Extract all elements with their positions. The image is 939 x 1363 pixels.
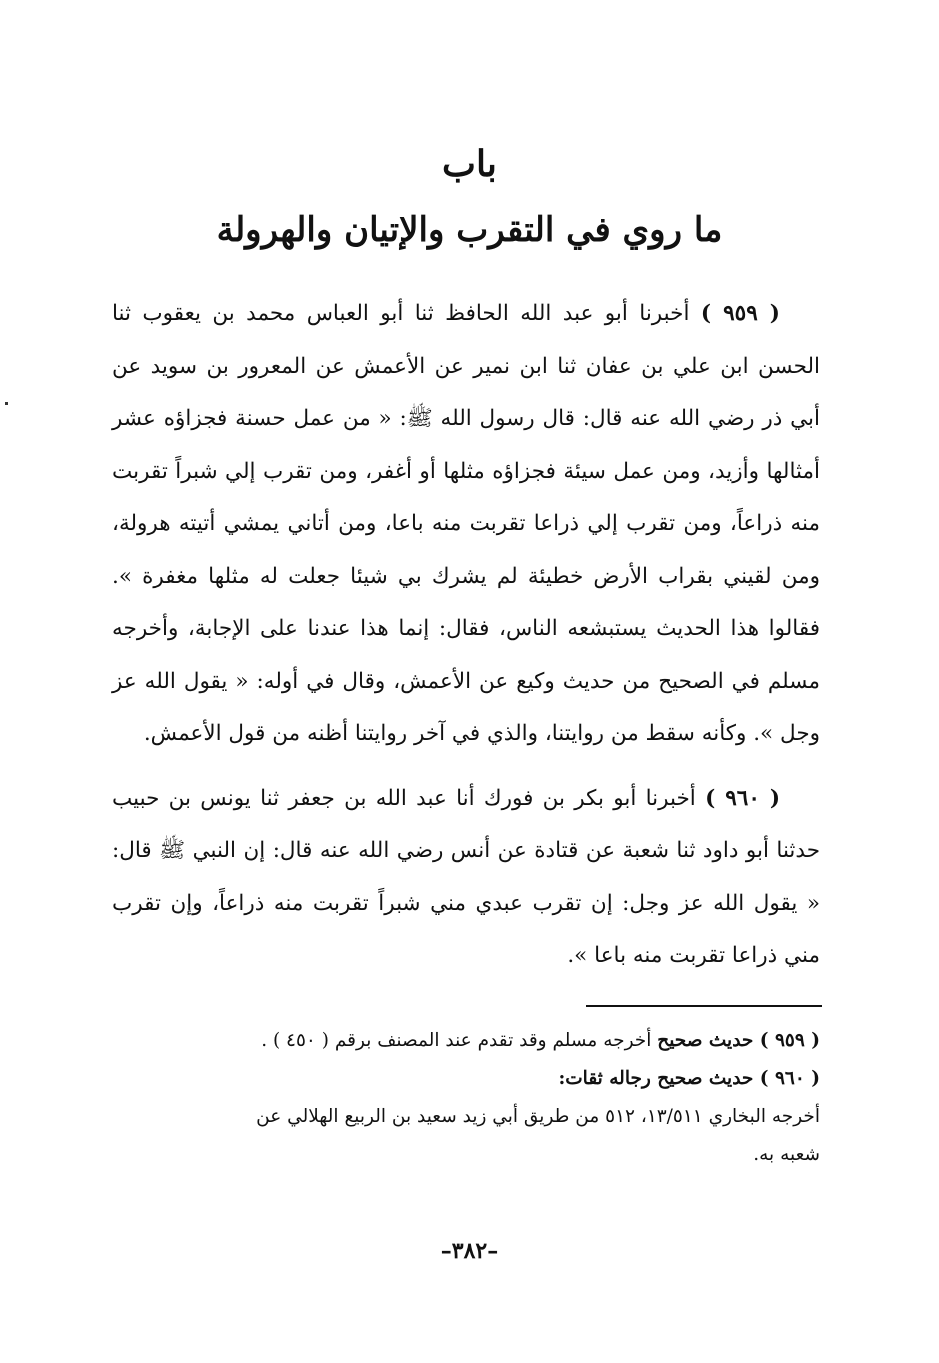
hadith-number: ( ٩٥٩ ) <box>700 301 780 326</box>
footnote-960 <box>112 1060 820 1098</box>
footnote-separator <box>586 1005 822 1007</box>
footnote-text: أخرجه مسلم وقد تقدم عند المصنف برقم ( ٤٥٠ ) . <box>261 1030 652 1051</box>
footnote-959 <box>112 1022 820 1060</box>
scan-speck <box>5 402 8 405</box>
footnote-label: ( ٩٦٠ ) حديث صحيح رجاله ثقات: <box>558 1068 820 1089</box>
main-text <box>112 288 820 983</box>
hadith-text: أخبرنا أبو عبد الله الحافظ ثنا أبو العباس محمد بن يعقوب ثنا الحسن ابن علي بن عفان ثنا ابن نمير عن الأعمش عن المعرور بن سويد عن أبي ذر رضي الله عنه قال: قال رسول الله ﷺ: « من عمل حسنة فجزاؤه عشر أمثالها وأزيد، ومن عمل سيئة فجزاؤه مثلها أو أغفر، ومن تقرب إلي شبراً تقربت منه ذراعاً، ومن تقرب إلي ذراعا تقربت منه باعا، ومن أتاني يمشي أتيته هرولة، ومن لقيني بقراب الأرض خطيئة لم يشرك بي شيئا جعلت له مثلها مغفرة ». فقالوا هذا الحديث يستبشعه الناس، فقال: إنما هذا عندنا على الإجابة، وأخرجه مسلم في الصحيح من حديث وكيع عن الأعمش، وقال في أوله: « يقول الله عز وجل ». وكأنه سقط من روايتنا، والذي في آخر روايتنا أظنه من قول الأعمش. <box>112 301 820 746</box>
footnotes <box>112 1022 820 1174</box>
hadith-text: أخبرنا أبو بكر بن فورك أنا عبد الله بن جعفر ثنا يونس بن حبيب حدثنا أبو داود ثنا شعبة عن قتادة عن أنس رضي الله عنه قال: إن النبي ﷺ قال: « يقول الله عز وجل: إن تقرب عبدي مني شبراً تقربت منه ذراعاً، وإن تقرب مني ذراعا تقربت منه باعا ». <box>112 785 820 968</box>
footnote-label: ( ٩٥٩ ) حديث صحيح <box>657 1030 820 1051</box>
footnote-960-source-end <box>112 1136 820 1174</box>
hadith-960 <box>112 773 820 983</box>
footnote-line: أخرجه البخاري ١٣/٥١١، ٥١٢ من طريق أبي زيد سعيد بن الربيع الهلالي عن <box>256 1106 820 1127</box>
hadith-959 <box>112 288 820 761</box>
footnote-line: شعبه به. <box>753 1144 820 1165</box>
chapter-title: ما روي في التقرب والإتيان والهرولة <box>216 210 723 250</box>
footnote-960-source <box>112 1098 820 1136</box>
chapter-label: باب <box>442 143 497 185</box>
hadith-number: ( ٩٦٠ ) <box>705 785 780 811</box>
page-number: –٣٨٢– <box>440 1238 499 1264</box>
